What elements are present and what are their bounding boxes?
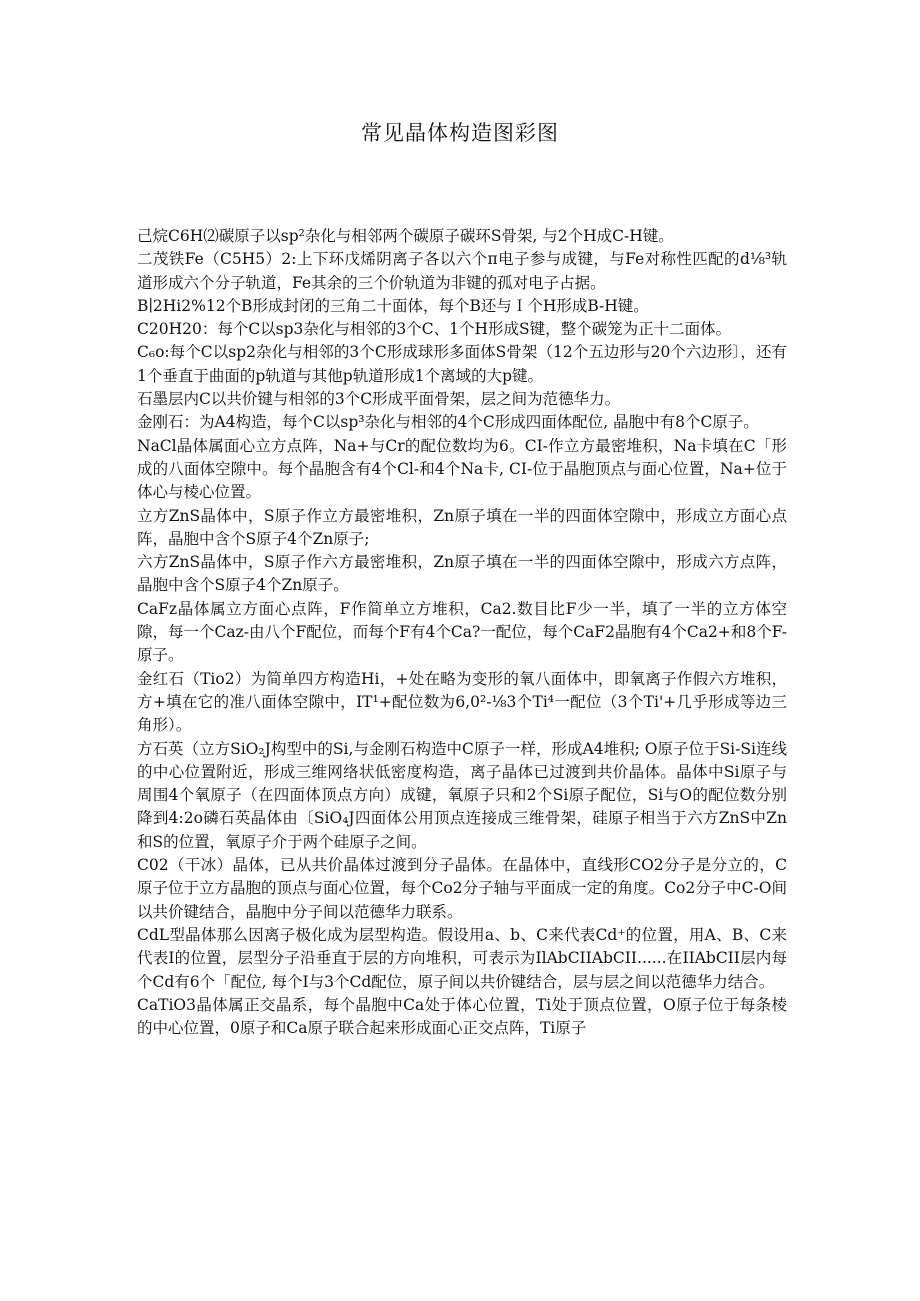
paragraph-cdi2: CdL型晶体那么因离子极化成为层型构造。假设用a、b、C来代表Cd⁺的位置，用A、B、C来代表I的位置，层型分子沿垂直于层的方向堆积，可表示为IlAbCIIAbCII......在IIAbCII层内每个Cd有6个「配位, 每个I与3个Cd配位，原子间以共价键结合，层与层之间以范德华力结合。	[137, 925, 787, 991]
paragraph-rutile: 金红石（Tio2）为简单四方构造Hi，+处在略为变形的氧八面体中，即氧离子作假六方堆积，方+填在它的准八面体空隙中，IT¹+配位数为6,0²-⅛3个Ti⁴一配位（3个Ti'+几乎形成等边三角形）。	[137, 669, 787, 735]
paragraph-diamond: 金刚石：为A4构造，每个C以sp³杂化与相邻的4个C形成四面体配位, 晶胞中有8个C原子。	[137, 413, 759, 432]
paragraph-dry-ice: C02（干冰）晶体，已从共价晶体过渡到分子晶体。在晶体中，直线形CO2分子是分立的，C原子位于立方晶胞的顶点与面心位置，每个Co2分子轴与平面成一定的角度。Co2分子中C-O间以共价键结合，晶胞中分子间以范德华力联系。	[137, 856, 787, 921]
paragraph-caf2: CaFz晶体属立方面心点阵，F作简单立方堆积，Ca2.数目比F少一半，填了一半的立方体空隙，每一个Caz-由八个F配位，而每个F有4个Ca?一配位，每个CaF2晶胞有4个Ca2+和8个F-原子。	[137, 599, 787, 665]
paragraph-cristobalite: 方石英（立方SiO₂J构型中的Si,与金刚石构造中C原子一样，形成A4堆积; O原子位于Si-Si连线的中心位置附近，形成三维网络状低密度构造，离子晶体已过渡到共价晶体。晶体中Si原子与周围4个氧原子（在四面体顶点方向）成键，氧原子只和2个Si原子配位，Si与O的配位数分别降到4:2o磷石英晶体由〔SiO₄J四面体公用顶点连接成三维骨架，硅原子相当于六方ZnS中Zn和S的位置，氧原子介于两个硅原子之间。	[137, 739, 787, 851]
paragraph-ferrocene: 二茂铁Fe（C5H5）2:上下环戊烯阴离子各以六个π电子参与成键，与Fe对称性匹配的d⅛³轨道形成六个分子轨道，Fe其余的三个价轨道为非键的孤对电子占据。	[137, 250, 787, 292]
paragraph-hexane: 己烷C6H⑵碳原子以sp²杂化与相邻两个碳原子碳环S骨架, 与2个H成C-H键。	[137, 227, 674, 245]
paragraph-hexagonal-zns: 六方ZnS晶体中，S原子作六方最密堆积，Zn原子填在一半的四面体空隙中，形成六方点阵，晶胞中含个S原子4个Zn原子。	[137, 553, 787, 595]
paragraph-catio3: CaTiO3晶体属正交晶系，每个晶胞中Ca处于体心位置，Ti处于顶点位置，O原子位于每条棱的中心位置，0原子和Ca原子联合起来形成面心正交点阵，Ti原子	[137, 995, 787, 1038]
document-body	[137, 225, 787, 1040]
paragraph-dodecahedrane: C20H20：每个C以sp3杂化与相邻的3个C、1个H形成S键，整个碳笼为正十二面体。	[137, 320, 732, 339]
paragraph-c60: C₆o:每个C以sp2杂化与相邻的3个C形成球形多面体S骨架（12个五边形与20个六边形〕，还有1个垂直于曲面的p轨道与其他p轨道形成1个离域的大p键。	[137, 343, 787, 385]
paragraph-graphite: 石墨层内C以共价键与相邻的3个C形成平面骨架，层之间为范德华力。	[137, 390, 621, 409]
paragraph-borane: B∣2Hi2%12个B形成封闭的三角二十面体，每个B还与Ｉ个H形成B-H键。	[137, 296, 649, 315]
paragraph-nacl: NaCl晶体属面心立方点阵，Na+与Cr的配位数均为6。CI-作立方最密堆积，Na卡填在C「形成的八面体空隙中。每个晶胞含有4个Cl-和4个Na卡, CI-位于晶胞顶点与面心位置，Na+位于体心与棱心位置。	[137, 436, 787, 502]
page-title: 常见晶体构造图彩图	[361, 121, 559, 145]
paragraph-cubic-zns: 立方ZnS晶体中，S原子作立方最密堆积，Zn原子填在一半的四面体空隙中，形成立方面心点阵，晶胞中含个S原子4个Zn原子;	[137, 506, 787, 548]
